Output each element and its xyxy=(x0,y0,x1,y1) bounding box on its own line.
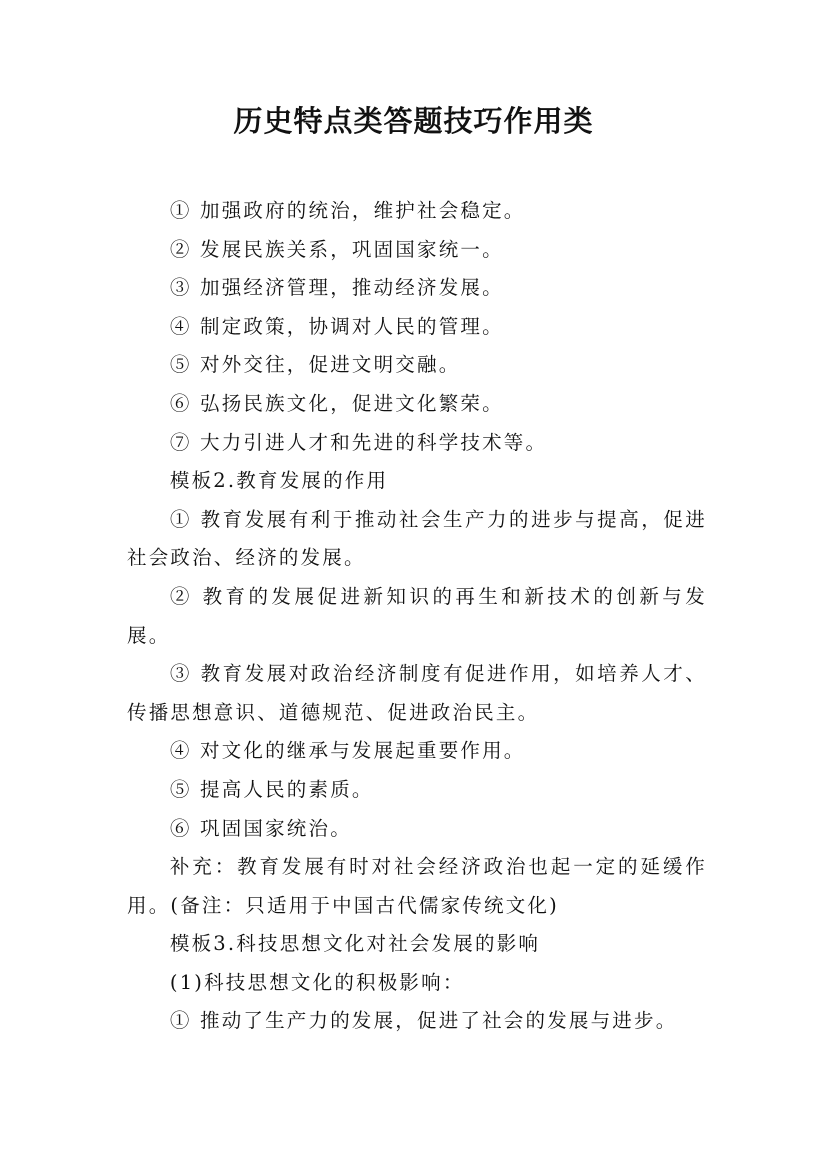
paragraph-3: ③ 加强经济管理，推动经济发展。 xyxy=(169,276,504,300)
paragraph-12: ⑤ 提高人民的素质。 xyxy=(169,777,374,801)
paragraph-5: ⑤ 对外交往，促进文明交融。 xyxy=(169,353,461,377)
paragraph-9: ② 教育的发展促进新知识的再生和新技术的创新与发展。 xyxy=(127,584,707,647)
paragraph-7: ⑦ 大力引进人才和先进的科学技术等。 xyxy=(169,430,548,454)
paragraph-13: ⑥ 巩固国家统治。 xyxy=(169,816,352,840)
paragraph-8: ① 教育发展有利于推动社会生产力的进步与提高，促进社会政治、经济的发展。 xyxy=(127,507,707,570)
paragraph-11: ④ 对文化的继承与发展起重要作用。 xyxy=(169,739,526,763)
subheading-positive-impact: (1)科技思想文化的积极影响： xyxy=(169,970,465,994)
document-title: 历史特点类答题技巧作用类 xyxy=(233,104,594,138)
section-heading-template-2: 模板2.教育发展的作用 xyxy=(169,469,389,493)
section-heading-template-3: 模板3.科技思想文化对社会发展的影响 xyxy=(169,932,541,956)
paragraph-10: ③ 教育发展对政治经济制度有促进作用，如培养人才、传播思想意识、道德规范、促进政治民主。 xyxy=(127,662,707,724)
paragraph-14: ① 推动了生产力的发展，促进了社会的发展与进步。 xyxy=(169,1009,678,1033)
supplement-note: 补充：教育发展有时对社会经济政治也起一定的延缓作用。(备注：只适用于中国古代儒家传统文化) xyxy=(127,855,707,917)
paragraph-4: ④ 制定政策，协调对人民的管理。 xyxy=(169,314,504,338)
document-body xyxy=(127,192,707,1041)
paragraph-6: ⑥ 弘扬民族文化，促进文化繁荣。 xyxy=(169,391,504,415)
paragraph-2: ② 发展民族关系，巩固国家统一。 xyxy=(169,237,504,261)
paragraph-1: ① 加强政府的统治，维护社会稳定。 xyxy=(169,199,526,222)
